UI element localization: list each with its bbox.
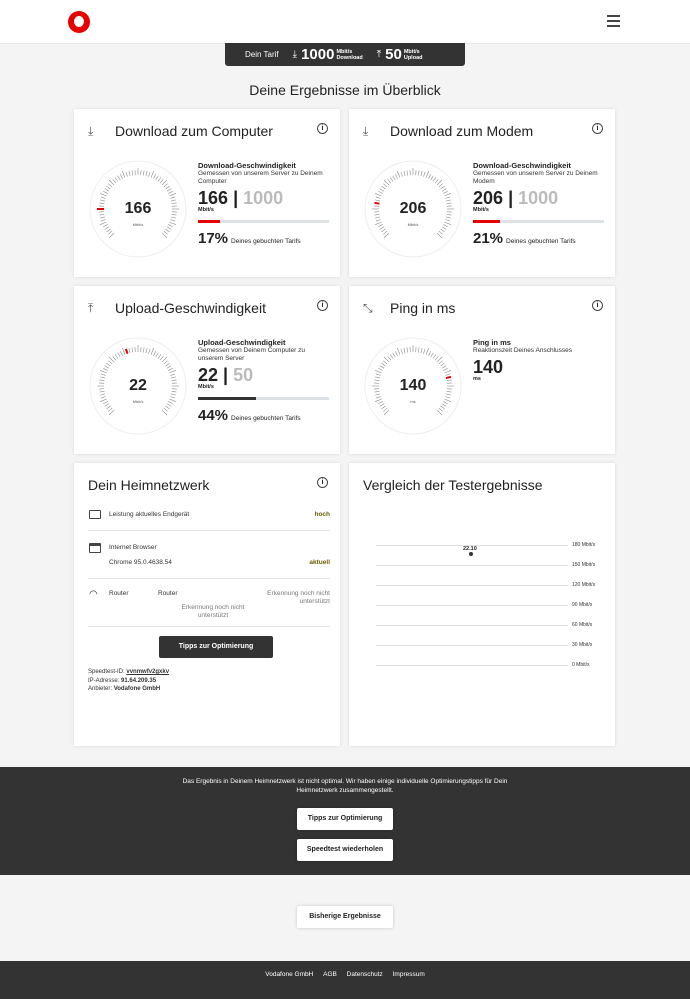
result-subtitle: Reaktionszeit Deines Anschlusses	[473, 347, 572, 354]
progress-bar	[198, 220, 329, 223]
chart-tick-label: 180 Mbit/s	[572, 542, 596, 548]
footer-link-imprint[interactable]: Impressum	[392, 971, 425, 978]
card-download-modem	[349, 109, 615, 277]
gauge-value: 140	[399, 377, 427, 394]
browser-value: Chrome 95.0.4638.54	[109, 559, 172, 566]
router-label: Router	[109, 590, 129, 597]
result-unit: Mbit/s	[473, 207, 489, 213]
footer-links	[0, 971, 690, 978]
browser-icon	[89, 543, 101, 553]
result-max: 1000	[243, 188, 284, 208]
router-name-status: Erkennung noch nicht unterstützt	[181, 604, 245, 619]
download-icon: ⤓	[88, 123, 94, 138]
result-subtitle: Gemessen von unserem Server zu Deinem Computer	[198, 170, 323, 185]
result-unit: Mbit/s	[198, 384, 214, 390]
card-heimnetz	[74, 463, 340, 746]
tarif-upload-value: 50	[385, 46, 402, 63]
tarif-download-value: 1000	[301, 46, 335, 63]
result-value: 166	[198, 188, 229, 208]
info-icon[interactable]: i	[592, 123, 603, 134]
percent-value: 44%	[198, 407, 229, 424]
download-icon: ⤓	[292, 49, 298, 60]
router-name: Router	[158, 590, 178, 597]
chart-data-label: 22.10	[463, 546, 477, 552]
result-heading: Ping in ms	[473, 338, 511, 347]
info-icon[interactable]: i	[317, 300, 328, 311]
site-header	[0, 0, 690, 44]
percent-text: Deines gebuchten Tarifs	[231, 238, 301, 245]
upload-icon: ⤒	[88, 300, 94, 315]
result-heading: Download-Geschwindigkeit	[198, 161, 296, 170]
chart-gridline	[376, 665, 568, 666]
laptop-icon	[89, 510, 101, 519]
result-value: 140	[473, 357, 504, 377]
chart-tick-label: 90 Mbit/s	[572, 602, 593, 608]
result-subtitle: Gemessen von Deinem Computer zu unserem Server	[198, 347, 305, 362]
chart-gridline	[376, 625, 568, 626]
card-title: Download zum Computer	[115, 123, 273, 139]
footer-link-company[interactable]: Vodafone GmbH	[265, 971, 314, 978]
tarif-upload-label: Upload	[403, 54, 423, 61]
chart-tick-label: 120 Mbit/s	[572, 582, 596, 588]
hamburger-icon[interactable]	[607, 15, 620, 27]
provider-value: Vodafone GmbH	[113, 686, 161, 692]
browser-label: Internet Browser	[109, 544, 157, 551]
gauge-value: 206	[399, 200, 427, 217]
ping-icon: ⤡	[363, 300, 373, 315]
repeat-speedtest-button[interactable]: Speedtest wiederholen	[297, 839, 393, 861]
result-value: 206	[473, 188, 504, 208]
band-text: Das Ergebnis in Deinem Heimnetzwerk ist nicht optimal. Wir haben einige individuelle Optimierungstipps für Dein Heimnetzwerk zusammengestellt.	[182, 778, 508, 794]
result-max: 50	[233, 365, 254, 385]
chart-data-point[interactable]	[469, 552, 473, 556]
card-title: Dein Heimnetzwerk	[88, 477, 210, 493]
chart-gridline	[376, 645, 568, 646]
gauge-unit: Mbit/s	[407, 222, 419, 227]
info-icon[interactable]: i	[317, 477, 328, 488]
wifi-icon: ◠	[89, 589, 98, 600]
result-heading: Download-Geschwindigkeit	[473, 161, 571, 170]
history-button[interactable]: Bisherige Ergebnisse	[297, 906, 393, 928]
result-heading: Upload-Geschwindigkeit	[198, 338, 286, 347]
tarif-download-unit: Mbit/s	[336, 48, 353, 55]
result-unit: ms	[473, 376, 481, 382]
footer-link-agb[interactable]: AGB	[323, 971, 337, 978]
card-title: Download zum Modem	[390, 123, 534, 139]
card-title: Vergleich der Testergebnisse	[363, 477, 543, 493]
band-tips-button[interactable]: Tipps zur Optimierung	[297, 808, 393, 830]
speedtest-id[interactable]: vvnmwfv2gxkv	[126, 669, 170, 675]
info-icon[interactable]: i	[317, 123, 328, 134]
progress-bar	[473, 220, 604, 223]
tarif-label: Dein Tarif	[245, 50, 279, 59]
device-label: Leistung aktuelles Endgerät	[109, 511, 190, 518]
percent-value: 21%	[473, 230, 504, 247]
info-icon[interactable]: i	[592, 300, 603, 311]
speedtest-id-label: Speedtest-ID:	[88, 669, 125, 675]
result-separator: |	[508, 188, 514, 208]
card-title: Ping in ms	[390, 300, 456, 316]
result-max: 1000	[518, 188, 559, 208]
card-title: Upload-Geschwindigkeit	[115, 300, 266, 316]
page-title: Deine Ergebnisse im Überblick	[249, 82, 441, 98]
percent-value: 17%	[198, 230, 229, 247]
chart-tick-label: 150 Mbit/s	[572, 562, 596, 568]
result-subtitle: Gemessen von unserem Server zu Deinem Modem	[473, 170, 598, 185]
progress-bar	[198, 397, 329, 400]
device-status: hoch	[314, 511, 330, 518]
chart-tick-label: 0 Mbit/s	[572, 662, 590, 668]
upload-icon: ⤒	[376, 49, 382, 60]
card-upload	[74, 286, 340, 454]
gauge-unit: ms	[410, 399, 416, 404]
download-icon: ⤓	[363, 123, 369, 138]
provider-label: Anbieter:	[88, 686, 113, 692]
chart-tick-label: 60 Mbit/s	[572, 622, 593, 628]
chart-gridline	[376, 585, 568, 586]
gauge-unit: Mbit/s	[132, 399, 144, 404]
chart-tick-label: 30 Mbit/s	[572, 642, 593, 648]
tarif-bar	[225, 43, 465, 66]
ip-value: 91.64.209.35	[121, 677, 157, 684]
result-separator: |	[233, 188, 239, 208]
router-status: Erkennung noch nicht unterstützt	[267, 590, 330, 605]
footer-link-privacy[interactable]: Datenschutz	[346, 971, 383, 978]
site-footer	[0, 961, 690, 999]
result-separator: |	[223, 365, 229, 385]
result-unit: Mbit/s	[198, 207, 214, 213]
card-download-computer	[74, 109, 340, 277]
gauge-unit: Mbit/s	[132, 222, 144, 227]
tips-button[interactable]: Tipps zur Optimierung	[159, 636, 273, 658]
gauge-value: 22	[129, 377, 147, 394]
tarif-upload-unit: Mbit/s	[403, 48, 420, 55]
chart-gridline	[376, 605, 568, 606]
chart-gridline	[376, 565, 568, 566]
ip-label: IP-Adresse:	[88, 677, 120, 684]
gauge-value: 166	[124, 200, 152, 217]
percent-text: Deines gebuchten Tarifs	[231, 415, 301, 422]
tarif-download-label: Download	[336, 54, 363, 61]
browser-status: aktuell	[309, 559, 330, 566]
result-value: 22	[198, 365, 219, 385]
card-ping	[349, 286, 615, 454]
percent-text: Deines gebuchten Tarifs	[506, 238, 576, 245]
vodafone-logo[interactable]	[68, 11, 90, 33]
